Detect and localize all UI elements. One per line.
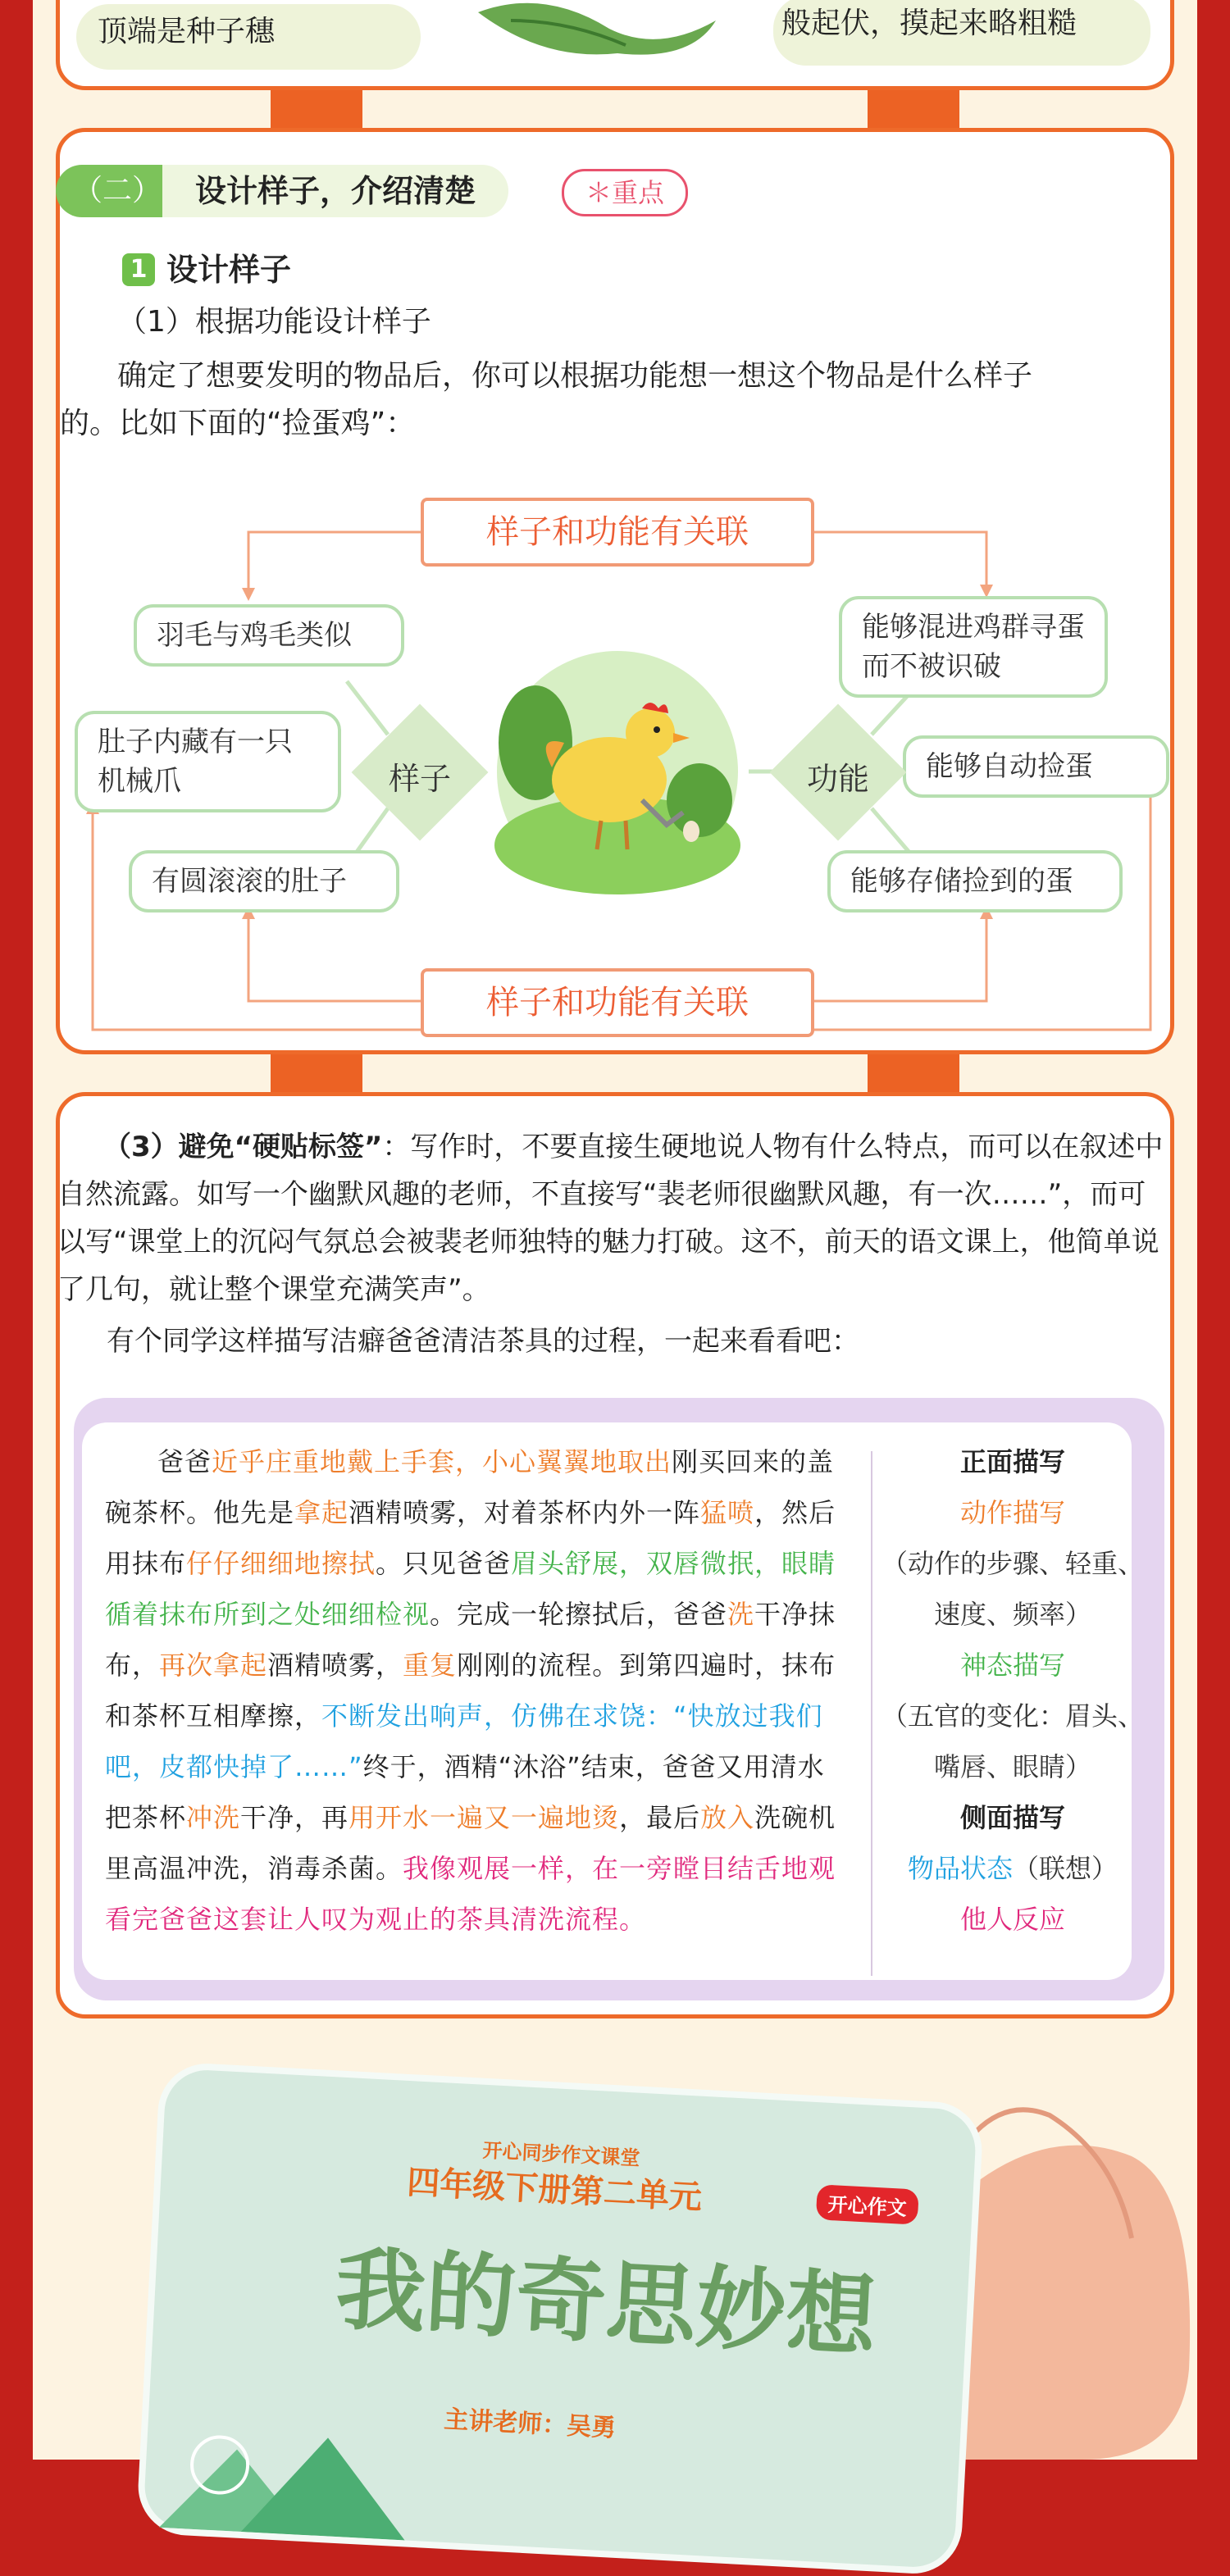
essay-segment: 。完成一轮擦拭后，爸爸: [430, 1599, 728, 1630]
look-item-feathers: 羽毛与鸡毛类似: [134, 604, 404, 667]
essay-segment: 终于，酒精“沐浴”结束，爸爸又用清水把茶杯: [105, 1751, 825, 1833]
expression-description-detail: （五官的变化：眉头、嘴唇、眼睛）: [881, 1700, 1144, 1782]
essay-segment: 酒精喷雾，对着茶杯内外一阵: [348, 1497, 701, 1528]
essay-segment: 拿起: [294, 1497, 349, 1528]
others-reaction-label: 他人反应: [959, 1904, 1065, 1935]
panel-connector-right-1: [868, 90, 959, 130]
func-item-auto-pick: 能够自动捡蛋: [903, 735, 1169, 798]
panel-connector-left-1: [271, 90, 362, 130]
avoid-labels-lead: （3）避免“硬贴标签”: [103, 1131, 383, 1163]
plant-description-panel: [56, 0, 1174, 90]
right-caption: 般起伏，摸起来略粗糙: [781, 7, 1077, 40]
key-point-badge: ＊重点: [562, 169, 688, 216]
side-description-label: 侧面描写: [959, 1802, 1065, 1833]
course-series: 开心同步作文课堂: [481, 2138, 641, 2170]
course-tag: 开心作文: [816, 2184, 919, 2224]
func-item-blend-in: 能够混进鸡群寻蛋而不被识破: [839, 596, 1108, 698]
essay-segment: ，最后: [619, 1802, 701, 1833]
diagram-arrows: [60, 132, 1170, 1050]
func-item-store: 能够存储捡到的蛋: [827, 850, 1123, 913]
avoid-labels-paragraph: [57, 1123, 1173, 1313]
object-state-row: [877, 1843, 1148, 1894]
essay-segment: 爸爸: [157, 1446, 212, 1477]
essay-segment: 刚刚的流程。到第四遍时，抹布和茶杯互相摩擦，: [105, 1650, 836, 1732]
function-node-label: 功能: [806, 761, 869, 797]
section-title: 设计样子，介绍清楚: [162, 165, 508, 217]
essay-segment: 干净抹布，: [105, 1599, 836, 1681]
relation-banner-bottom: 样子和功能有关联: [421, 968, 814, 1037]
step-title: 设计样子: [166, 252, 292, 288]
section-number: （二）: [56, 165, 179, 217]
step-number-icon: 1: [122, 253, 155, 286]
essay-segment: 眉头舒展，双唇微抿，眼睛循着抹布所到之处细细检视: [105, 1548, 836, 1630]
essay-segment: 再次拿起: [159, 1650, 268, 1681]
look-item-belly: 有圆滚滚的肚子: [129, 850, 399, 913]
essay-segment: 干净，再: [240, 1802, 349, 1833]
mountain-decoration: [143, 2412, 558, 2548]
look-item-claw: 肚子内藏有一只机械爪: [75, 711, 341, 812]
essay-segment: 洗碗机里高温冲洗，消毒杀菌。: [105, 1802, 836, 1884]
description-types-list: [877, 1436, 1148, 1945]
essay-segment: ，然后用抹布: [105, 1497, 836, 1579]
essay-segment: 放入: [700, 1802, 755, 1833]
essay-segment: 猛喷: [700, 1497, 755, 1528]
action-description-label: 动作描写: [959, 1497, 1065, 1528]
essay-segment: 用开水一遍又一遍地烫: [348, 1802, 620, 1833]
course-teacher: 主讲老师：吴勇: [443, 2405, 617, 2443]
design-section-panel: [56, 128, 1174, 1054]
essay-segment: 重复: [403, 1650, 458, 1681]
expression-description-label: 神态描写: [959, 1650, 1065, 1681]
course-card: [136, 2061, 985, 2576]
essay-segment: 不断发出响声，仿佛在求饶：“快放过我们吧，皮都快掉了……”: [105, 1700, 823, 1782]
course-grade-unit: 四年级下册第二单元: [406, 2164, 704, 2217]
relation-banner-top: 样子和功能有关联: [421, 498, 814, 567]
essay-segment: 刚买回来的盖碗茶杯。他先是: [105, 1446, 835, 1528]
course-title: 我的奇思妙想: [333, 2235, 880, 2370]
panel-connector-right-2: [868, 1054, 959, 1094]
intro-line-1: 确定了想要发明的物品后，你可以根据功能想一想这个物品是什么样子: [117, 359, 1033, 393]
essay-segment: 仔仔细细地擦拭: [186, 1548, 376, 1579]
panel-connector-left-2: [271, 1054, 362, 1094]
left-caption: 顶端是种子穗: [98, 15, 276, 48]
egg-picking-chicken-illustration: [486, 644, 749, 899]
action-description-detail: （动作的步骤、轻重、速度、频率）: [881, 1548, 1144, 1630]
essay-divider: [871, 1451, 872, 1976]
essay-segment: 洗: [727, 1599, 755, 1630]
essay-example-text: [105, 1436, 843, 1945]
intro-line-2: 的。比如下面的“捡蛋鸡”：: [60, 407, 416, 440]
essay-segment: 酒精喷雾，: [267, 1650, 403, 1681]
look-node-label: 样子: [388, 761, 451, 797]
essay-segment: 冲洗: [186, 1802, 241, 1833]
object-state-note: （联想）: [1013, 1853, 1118, 1884]
front-description-label: 正面描写: [959, 1446, 1065, 1477]
plant-illustration: [445, 0, 740, 61]
example-intro: 有个同学这样描写洁癖爸爸清洁茶具的过程，一起来看看吧：: [107, 1325, 859, 1358]
sub-heading: （1）根据功能设计样子: [117, 305, 431, 339]
avoid-labels-body: ：写作时，不要直接生硬地说人物有什么特点，而可以在叙述中自然流露。如写一个幽默风趣的老师，不直接写“裴老师很幽默风趣，有一次……”，而可以写“课堂上的沉闷气氛总会被裴老师独特的魅力打破。这不，前天的语文课上，他简单说了几句，就让整个课堂充满笑声”。: [57, 1131, 1164, 1306]
essay-segment: 我像观展一样，在一旁瞠目结舌地观看完爸爸这套让人叹为观止的茶具清洗流程。: [105, 1853, 836, 1935]
essay-segment: 。只见爸爸: [376, 1548, 512, 1579]
essay-segment: 近乎庄重地戴上手套，小心翼翼地取出: [212, 1446, 672, 1477]
object-state-label: 物品状态: [907, 1853, 1013, 1884]
